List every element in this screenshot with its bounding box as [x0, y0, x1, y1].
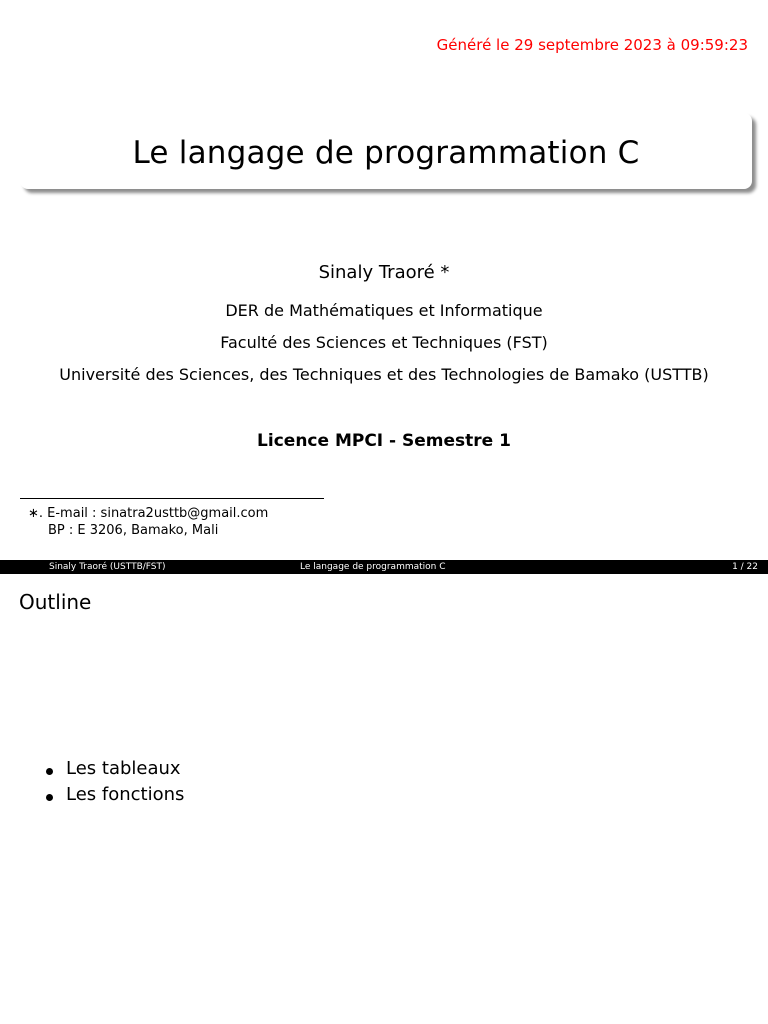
list-item-label: Les tableaux	[66, 758, 181, 779]
affiliation-faculty: Faculté des Sciences et Techniques (FST)	[220, 333, 548, 352]
list-item	[46, 782, 184, 808]
bullet-icon	[46, 794, 53, 801]
footer-author: Sinaly Traoré (USTTB/FST)	[49, 562, 166, 572]
footnote-email: ∗. E-mail : sinatra2usttb@gmail.com	[28, 506, 269, 521]
licence-label: Licence MPCI - Semestre 1	[257, 431, 511, 451]
outline-list	[46, 756, 184, 808]
bullet-icon	[46, 768, 53, 775]
footnote-address: BP : E 3206, Bamako, Mali	[48, 523, 219, 538]
affiliation-department: DER de Mathématiques et Informatique	[225, 301, 543, 320]
footer-page-number: 1 / 22	[732, 562, 758, 572]
footnote-divider	[20, 498, 324, 499]
affiliation-university: Université des Sciences, des Techniques et des Technologies de Bamako (USTTB)	[59, 365, 709, 384]
list-item-label: Les fonctions	[66, 784, 185, 805]
footer-title: Le langage de programmation C	[300, 562, 446, 572]
slide-footer-bar	[0, 560, 768, 574]
title-box	[20, 113, 752, 189]
author-name: Sinaly Traoré *	[318, 262, 450, 283]
footnote	[28, 505, 268, 539]
generated-timestamp: Généré le 29 septembre 2023 à 09:59:23	[436, 36, 748, 54]
list-item	[46, 756, 184, 782]
outline-heading: Outline	[19, 590, 92, 614]
slide-title: Le langage de programmation C	[132, 135, 640, 171]
